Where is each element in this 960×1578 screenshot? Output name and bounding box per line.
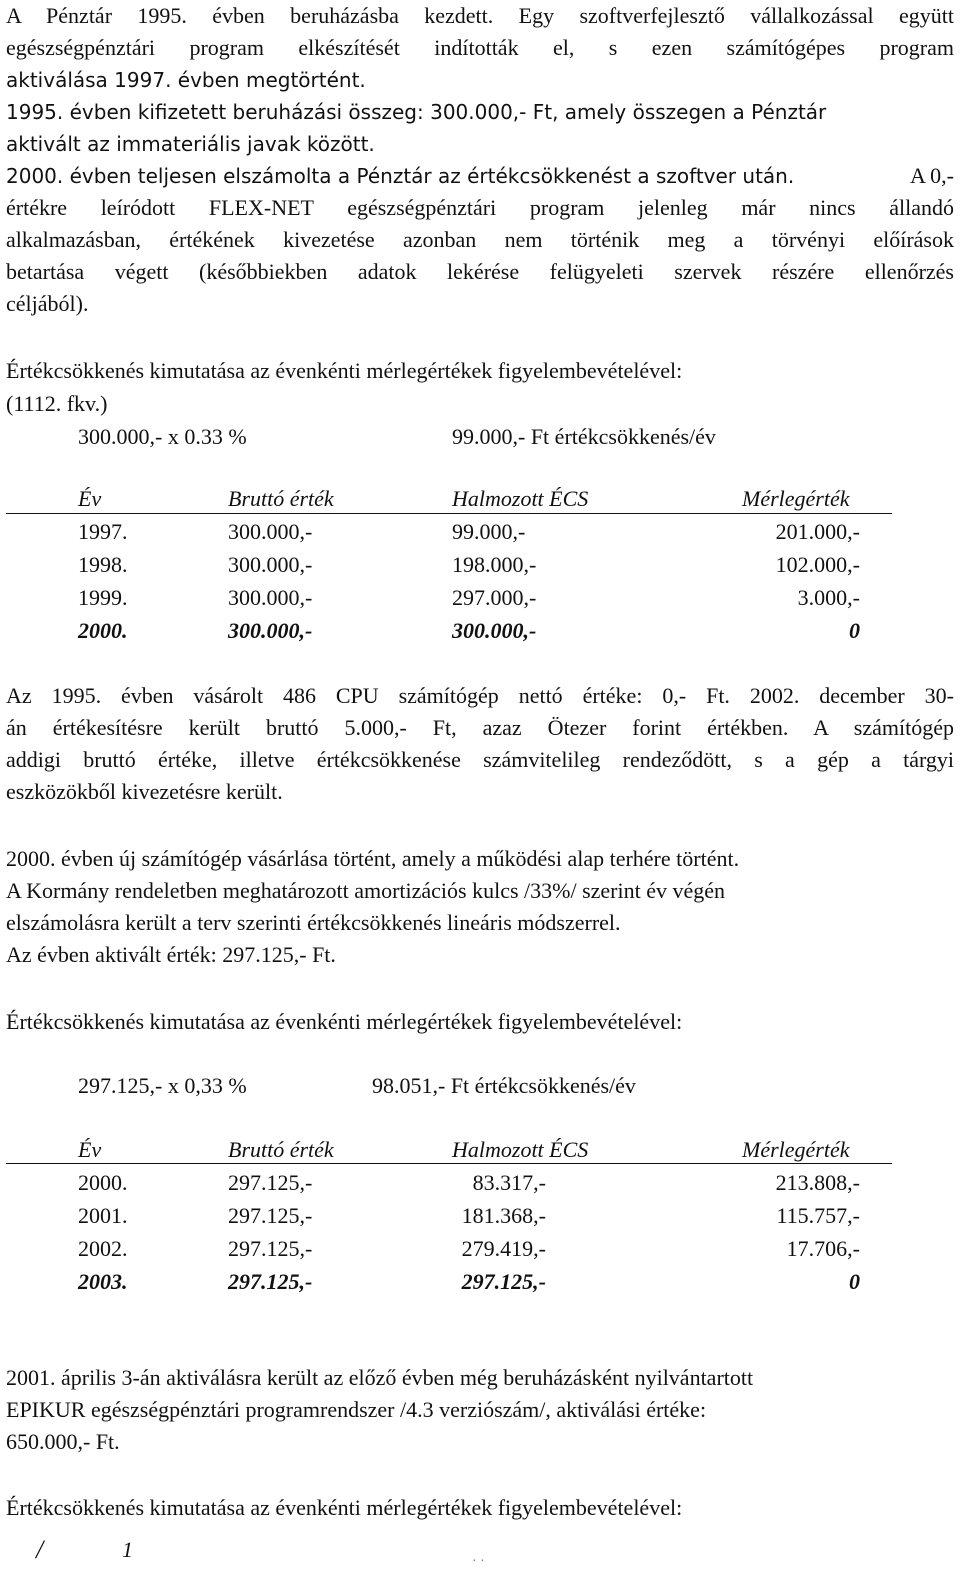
table-cell: 1997.	[78, 519, 128, 544]
para2-line-2: án értékesítésre került bruttó 5.000,- Ft, azaz Ötezer forint értékben. A számítógép	[6, 715, 954, 740]
table-cell: 2002.	[78, 1236, 128, 1261]
intro-line-7: értékre leíródott FLEX-NET egészségpénztári program jelenleg már nincs állandó	[6, 195, 954, 220]
intro-line-6-text: 2000. évben teljesen elszámolta a Pénztár az értékcsökkenést a szoftver után.	[6, 164, 795, 188]
section-1-heading: Értékcsökkenés kimutatása az évenkénti mérlegértékek figyelembevételével:	[6, 358, 683, 383]
table-cell: 300.000,-	[228, 552, 313, 577]
table-cell: 1999.	[78, 585, 128, 610]
table-cell: 115.757,-	[776, 1203, 860, 1228]
table-cell: 279.419,-	[461, 1236, 546, 1261]
para2-line-1: Az 1995. évben vásárolt 486 CPU számítógép nettó értéke: 0,- Ft. 2002. december 30-	[6, 683, 954, 708]
table-cell: 2000.	[78, 618, 128, 643]
intro-paragraph	[6, 0, 954, 320]
table-cell: 181.368,-	[461, 1203, 546, 1228]
para4-line-3: 650.000,- Ft.	[6, 1429, 120, 1454]
table-cell: 297.125,-	[461, 1269, 546, 1294]
table-row-total	[6, 615, 954, 647]
table-cell: 297.125,-	[228, 1170, 313, 1195]
table-1-col-accum: Halmozott ÉCS	[452, 486, 589, 511]
table-cell: 2001.	[78, 1203, 128, 1228]
paragraph-4	[6, 1362, 954, 1458]
table-cell: 213.808,-	[775, 1170, 860, 1195]
table-row-total	[6, 1266, 954, 1298]
table-1-col-balance: Mérlegérték	[742, 486, 850, 511]
table-cell: 2003.	[78, 1269, 128, 1294]
intro-line-6	[6, 160, 954, 192]
table-1-header	[6, 483, 954, 515]
paragraph-3	[6, 843, 954, 971]
section-2-calc	[6, 1070, 954, 1102]
intro-line-5: aktivált az immateriális javak között.	[6, 132, 375, 156]
para3-line-2: A Kormány rendeletben meghatározott amortizációs kulcs /33%/ szerint év végén	[6, 878, 726, 903]
section-3-partial-right: 1	[122, 1537, 133, 1562]
table-2-col-year: Év	[78, 1137, 102, 1162]
table-cell: 297.125,-	[228, 1203, 313, 1228]
section-1-calc-right: 99.000,- Ft értékcsökkenés/év	[452, 424, 716, 449]
table-cell: 3.000,-	[797, 585, 860, 610]
section-1-calc-left: 300.000,- x 0.33 %	[78, 424, 247, 449]
intro-line-9: betartása végett (későbbiekben adatok lekérése felügyeleti szervek részére ellenőrzés	[6, 259, 954, 284]
table-cell: 0	[849, 618, 860, 643]
paragraph-2	[6, 680, 954, 808]
section-3-heading: Értékcsökkenés kimutatása az évenkénti mérlegértékek figyelembevételével:	[6, 1495, 683, 1520]
section-2-heading: Értékcsökkenés kimutatása az évenkénti mérlegértékek figyelembevételével:	[6, 1009, 683, 1034]
section-2-calc-left: 297.125,- x 0,33 %	[78, 1073, 247, 1098]
intro-line-4: 1995. évben kifizetett beruházási összeg: 300.000,- Ft, amely összegen a Pénztár	[6, 100, 827, 124]
table-2-header	[6, 1134, 954, 1166]
intro-line-3: aktiválása 1997. évben megtörtént.	[6, 68, 366, 92]
table-cell: 300.000,-	[452, 618, 537, 643]
table-row	[6, 549, 954, 581]
table-cell: 83.317,-	[472, 1170, 546, 1195]
table-2-col-gross: Bruttó érték	[228, 1137, 334, 1162]
table-row	[6, 1233, 954, 1265]
scan-speck: · ·	[472, 1554, 485, 1569]
table-2-col-accum: Halmozott ÉCS	[452, 1137, 589, 1162]
table-cell: 297.125,-	[228, 1269, 313, 1294]
para4-line-1: 2001. április 3-án aktiválásra került az előző évben még beruházásként nyilvántartott	[6, 1365, 754, 1390]
table-cell: 300.000,-	[228, 519, 313, 544]
table-cell: 0	[849, 1269, 860, 1294]
section-2-calc-right: 98.051,- Ft értékcsökkenés/év	[372, 1073, 636, 1098]
table-cell: 2000.	[78, 1170, 128, 1195]
table-row	[6, 582, 954, 614]
table-1-rule	[6, 513, 892, 514]
table-cell: 198.000,-	[452, 552, 537, 577]
intro-line-2: egészségpénztári program elkészítését indították el, s ezen számítógépes program	[6, 35, 954, 60]
table-cell: 1998.	[78, 552, 128, 577]
table-1-col-year: Év	[78, 486, 102, 511]
para3-line-3: elszámolásra került a terv szerinti értékcsökkenés lineáris módszerrel.	[6, 910, 621, 935]
para2-line-4: eszközökből kivezetésre került.	[6, 779, 283, 804]
para4-line-2: EPIKUR egészségpénztári programrendszer /4.3 verziószám/, aktiválási értéke:	[6, 1397, 707, 1422]
table-2-col-balance: Mérlegérték	[742, 1137, 850, 1162]
table-cell: 300.000,-	[228, 618, 313, 643]
para2-line-3: addigi bruttó értéke, illetve értékcsökkenése számvitelileg rendeződött, s a gép a tárgyi	[6, 747, 954, 772]
section-3-partial-left: /	[36, 1535, 44, 1564]
para3-line-4: Az évben aktivált érték: 297.125,- Ft.	[6, 942, 336, 967]
intro-line-10: céljából).	[6, 291, 89, 316]
table-cell: 99.000,-	[452, 519, 526, 544]
table-2-rule	[6, 1163, 892, 1164]
table-cell: 297.000,-	[452, 585, 537, 610]
intro-line-1: A Pénztár 1995. évben beruházásba kezdett. Egy szoftverfejlesztő vállalkozással együtt	[6, 3, 954, 28]
section-1-calc	[6, 421, 954, 453]
intro-line-6-tail: A 0,-	[910, 163, 954, 188]
table-cell: 297.125,-	[228, 1236, 313, 1261]
table-cell: 201.000,-	[775, 519, 860, 544]
table-cell: 102.000,-	[775, 552, 860, 577]
table-row	[6, 1167, 954, 1199]
table-cell: 300.000,-	[228, 585, 313, 610]
table-cell: 17.706,-	[786, 1236, 860, 1261]
table-1-col-gross: Bruttó érték	[228, 486, 334, 511]
intro-line-8: alkalmazásban, értékének kivezetése azonban nem történik meg a törvényi előírások	[6, 227, 954, 252]
table-row	[6, 516, 954, 548]
table-row	[6, 1200, 954, 1232]
section-1-ref: (1112. fkv.)	[6, 391, 108, 416]
para3-line-1: 2000. évben új számítógép vásárlása történt, amely a működési alap terhére történt.	[6, 846, 740, 871]
